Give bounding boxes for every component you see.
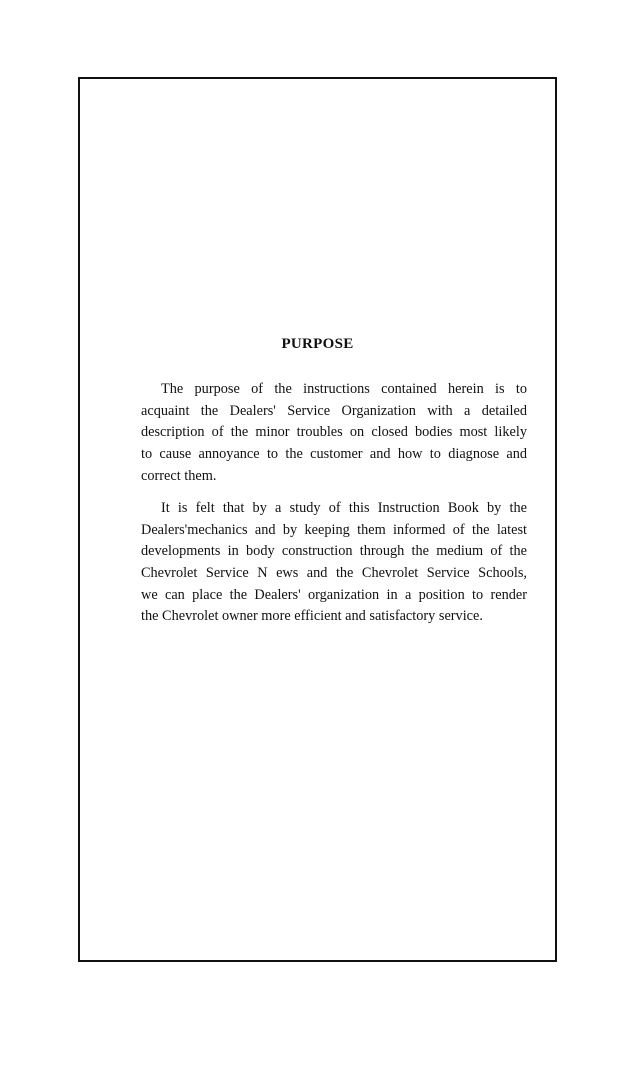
text-line: Dealers'mechanics and by keeping them informed of the latest — [141, 521, 527, 538]
text-line: correct them. — [141, 467, 217, 484]
text-line: It is felt that by a study of this Instruction Book by the — [161, 500, 527, 516]
paragraph-1 — [141, 379, 527, 487]
paragraph-2 — [141, 498, 527, 628]
text-line: we can place the Dealers' organization in a position to render — [141, 586, 527, 603]
page-title: PURPOSE — [281, 336, 354, 352]
text-line: developments in body construction through the medium of the — [141, 543, 527, 560]
page-frame — [78, 77, 557, 962]
text-line: acquaint the Dealers' Service Organization with a detailed — [141, 402, 527, 419]
text-line: Chevrolet Service N ews and the Chevrolet Service Schools, — [141, 565, 527, 582]
text-line: the Chevrolet owner more efficient and satisfactory service. — [141, 608, 483, 625]
text-line: The purpose of the instructions contained herein is to — [161, 381, 527, 397]
text-line: description of the minor troubles on closed bodies most likely — [141, 424, 527, 441]
text-line: to cause annoyance to the customer and how to diagnose and — [141, 446, 527, 463]
